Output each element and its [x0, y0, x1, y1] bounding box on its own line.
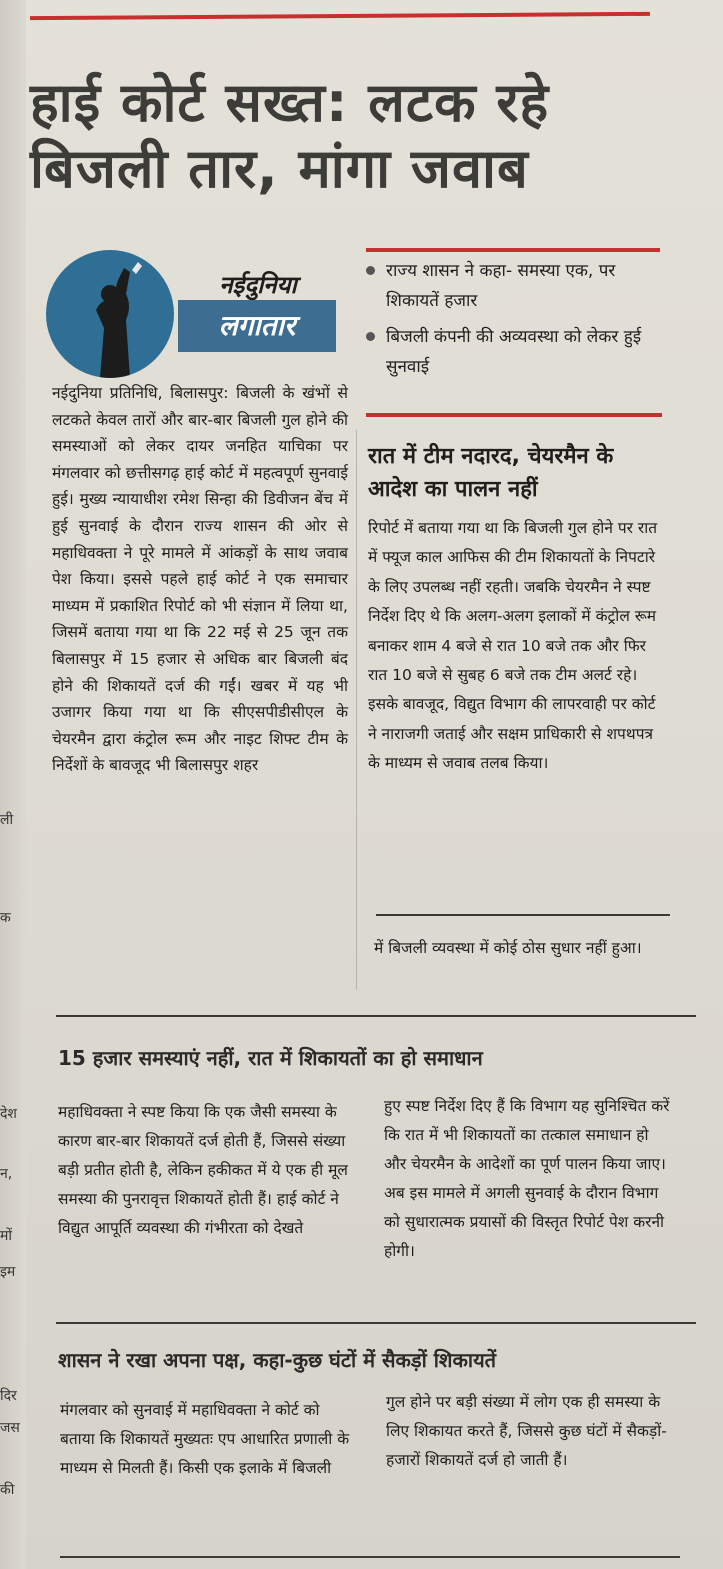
- section-rule: [56, 1015, 696, 1017]
- edge-fragment: देश: [0, 1106, 17, 1122]
- section2-body-left: महाधिवक्ता ने स्पष्ट किया कि एक जैसी समस्या के कारण बार-बार शिकायतें दर्ज होती हैं, जिससे संख्या बड़ी प्रतीत होती है, लेकिन हकीकत में ये एक ही मूल समस्या की पुनरावृत्त शिकायतें होती हैं। हाई कोर्ट ने विद्युत आपूर्ति व्यवस्था की गंभीरता को देखते: [58, 1103, 348, 1237]
- headline: [30, 70, 710, 202]
- bullet-text: राज्य शासन ने कहा- समस्या एक, पर शिकायतें हजार: [386, 261, 616, 311]
- bullet-text: बिजली कंपनी की अव्यवस्था को लेकर हुई सुनवाई: [386, 327, 642, 377]
- headline-line-2: बिजली तार, मांगा जवाब: [30, 137, 529, 200]
- headline-line-1: हाई कोर्ट सख्त: लटक रहे: [30, 71, 550, 134]
- bullet-dot-icon: [366, 266, 375, 275]
- summary-bullets: [364, 256, 664, 388]
- edge-fragment: दिर: [0, 1388, 17, 1404]
- logo-brand: नईदुनिया: [219, 271, 297, 299]
- logo-series-label: लगातार: [178, 300, 336, 352]
- edge-fragment: इम: [0, 1264, 16, 1280]
- section3-body-left: मंगलवार को सुनवाई में महाधिवक्ता ने कोर्ट को बताया कि शिकायतें मुख्यतः एप आधारित प्रणाली के माध्यम से मिलती हैं। किसी एक इलाके में बिजली: [60, 1401, 350, 1477]
- summary-bullet: [364, 256, 664, 316]
- column-divider: [356, 430, 357, 990]
- top-red-rule: [30, 12, 650, 20]
- section3-body-right: गुल होने पर बड़ी संख्या में लोग एक ही समस्या के लिए शिकायत करते हैं, जिससे कुछ घंटों में सैकड़ों-हजारों शिकायतें दर्ज हो जाती हैं।: [386, 1393, 667, 1469]
- article-body-left: नईदुनिया प्रतिनिधि, बिलासपुर: बिजली के खंभों से लटकते केवल तारों और बार-बार बिजली गुल होने की समस्याओं को लेकर दायर जनहित याचिका पर मंगलवार को छत्तीसगढ़ हाई कोर्ट में महत्वपूर्ण सुनवाई हुई। मुख्य न्यायाधीश रमेश सिन्हा की डिवीजन बेंच में हुई सुनवाई के दौरान राज्य शासन की ओर से महाधिवक्ता ने पूरे मामले में आंकड़ों के साथ जवाब पेश किया। इससे पहले हाई कोर्ट ने एक समाचार माध्यम में प्रकाशित रिपोर्ट को भी संज्ञान में लिया था, जिसमें बताया गया था कि 22 मई से 25 जून तक बिलासपुर में 15 हजार से अधिक बार बिजली बंद होने की शिकायतें दर्ज की गईं। खबर में यह भी उजागर किया गया था कि सीएसपीडीसीएल के चेयरमैन द्वारा कंट्रोल रूम और नाइट शिफ्ट टीम के निर्देशों के बावजूद भी बिलासपुर शहर: [52, 384, 348, 775]
- edge-fragment: न,: [0, 1166, 13, 1182]
- section2-heading: 15 हजार समस्याएं नहीं, रात में शिकायतों का हो समाधान: [58, 1046, 483, 1070]
- article-body-right: रिपोर्ट में बताया गया था कि बिजली गुल होने पर रात में फ्यूज काल आफिस की टीम शिकायतों के निपटारे के लिए उपलब्ध नहीं रहती। जबकि चेयरमैन ने स्पष्ट निर्देश दिए थे कि अलग-अलग इलाकों में कंट्रोल रूम बनाकर शाम 4 बजे से रात 10 बजे तक और फिर रात 10 बजे से सुबह 6 बजे तक टीम अलर्ट रहे। इसके बावजूद, विद्युत विभाग की लापरवाही पर कोर्ट ने नाराजगी जताई और सक्षम प्राधिकारी से शपथपत्र के माध्यम से जवाब तलब किया।: [368, 519, 658, 773]
- edge-fragment: की: [0, 1482, 15, 1498]
- article-body-continuation: में बिजली व्यवस्था में कोई ठोस सुधार नहीं हुआ।: [374, 939, 642, 957]
- continuation-rule: [376, 914, 670, 916]
- section-rule: [56, 1322, 696, 1324]
- bullet-dot-icon: [366, 332, 375, 341]
- summary-bullet: [364, 322, 664, 382]
- logo-emblem: [46, 250, 174, 378]
- bullets-bottom-red-rule: [366, 413, 662, 417]
- edge-fragment: जस: [0, 1420, 20, 1436]
- edge-fragment: क: [0, 910, 11, 926]
- edge-fragment: मों: [0, 1228, 12, 1244]
- bullets-top-red-rule: [366, 248, 660, 252]
- adjacent-column-edge: [0, 0, 26, 1569]
- section3-heading: शासन ने रखा अपना पक्ष, कहा-कुछ घंटों में सैकड़ों शिकायतें: [58, 1348, 497, 1372]
- right-subheading: रात में टीम नदारद, चेयरमैन के आदेश का पालन नहीं: [368, 444, 614, 502]
- section2-body-right: हुए स्पष्ट निर्देश दिए हैं कि विभाग यह सुनिश्चित करें कि रात में भी शिकायतों का तत्काल समाधान हो और चेयरमैन के आदेशों का पूर्ण पालन किया जाए। अब इस मामले में अगली सुनवाई के दौरान विभाग को सुधारात्मक प्रयासों की विस्तृत रिपोर्ट पेश करनी होगी।: [384, 1097, 670, 1260]
- bottom-rule: [60, 1556, 680, 1558]
- person-with-raised-arm-icon: [46, 250, 174, 378]
- edge-fragment: ली: [0, 812, 14, 828]
